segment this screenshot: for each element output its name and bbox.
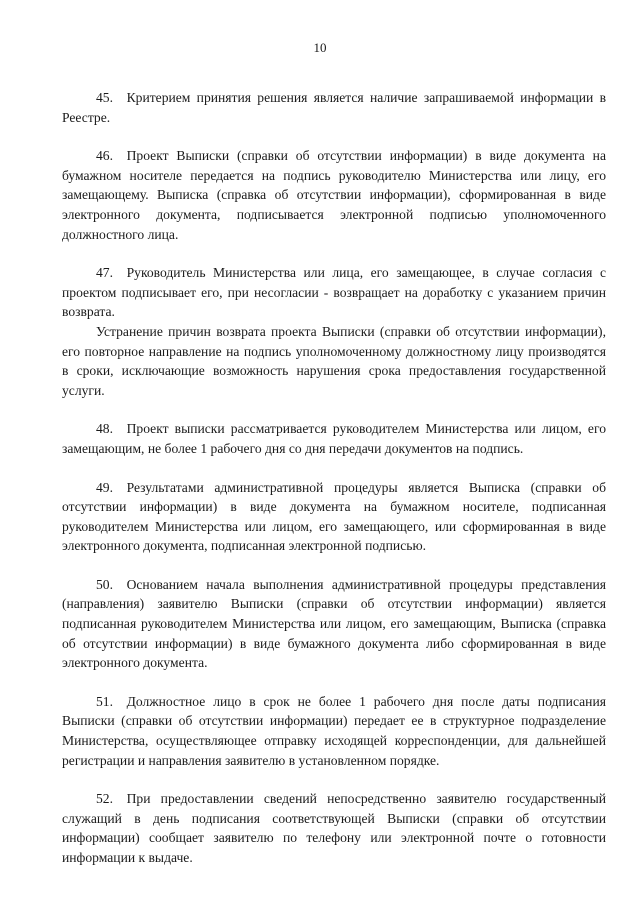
paragraph-52: 52. При предоставлении сведений непосредственно заявителю государственный служащий в день подписания соответствующей Выписки (справки об отсутствии информации) сообщает заявителю по телефону или электронной почте о готовности информации к выдаче. <box>62 791 606 865</box>
paragraph-gap <box>62 556 606 575</box>
paragraph-gap <box>62 400 606 419</box>
paragraph-47: 47. Руководитель Министерства или лица, его замещающее, в случае согласия с проектом подписывает его, при несогласии - возвращает на доработку с указанием причин возврата. <box>62 265 606 320</box>
paragraph-49: 49. Результатами административной процедуры является Выписка (справки об отсутствии информации) в виде документа на бумажном носителе, подписанная руководителем Министерства или лицом, его замещающего, или сформированная в виде электронного документа, подписанная электронной подписью. <box>62 479 606 554</box>
page-number: 10 <box>313 40 327 55</box>
paragraph-51: 51. Должностное лицо в срок не более 1 рабочего дня после даты подписания Выписки (справки об отсутствии информации) передает ее в структурное подразделение Министерства, осуществляющее отправку исходящей корреспонденции, для дальнейшей регистрации и направления заявителю в установленном порядке. <box>62 693 606 768</box>
paragraph-48: 48. Проект выписки рассматривается руководителем Министерства или лицом, его замещающим, не более 1 рабочего дня со дня передачи документов на подпись. <box>62 421 606 456</box>
paragraph-gap <box>62 127 606 146</box>
paragraph-gap <box>62 673 606 692</box>
document-body <box>62 88 606 868</box>
paragraph-47-continuation: Устранение причин возврата проекта Выписки (справки об отсутствии информации), его повторное направление на подпись уполномоченному должностному лицу производятся в сроки, исключающие возможность нарушения срока предоставления государственной услуги. <box>62 323 606 398</box>
paragraph-46: 46. Проект Выписки (справки об отсутствии информации) в виде документа на бумажном носителе передается на подпись руководителю Министерства или лицу, его замещающему. Выписка (справка об отсутствии информации), сформированная в виде электронного документа, подписывается электронной подписью уполномоченного должностного лица. <box>62 148 606 242</box>
paragraph-gap <box>62 244 606 263</box>
paragraph-gap <box>62 459 606 478</box>
paragraph-gap <box>62 770 606 789</box>
paragraph-50: 50. Основанием начала выполнения административной процедуры представления (направления) заявителю Выписки (справки об отсутствии информации) является подписанная руководителем Министерства или лицом, его замещающим, Выписка (справка об отсутствии информации) в виде бумажного документа либо сформированная в виде электронного документа. <box>62 576 606 671</box>
paragraph-45: 45. Критерием принятия решения является наличие запрашиваемой информации в Реестре. <box>62 90 606 125</box>
